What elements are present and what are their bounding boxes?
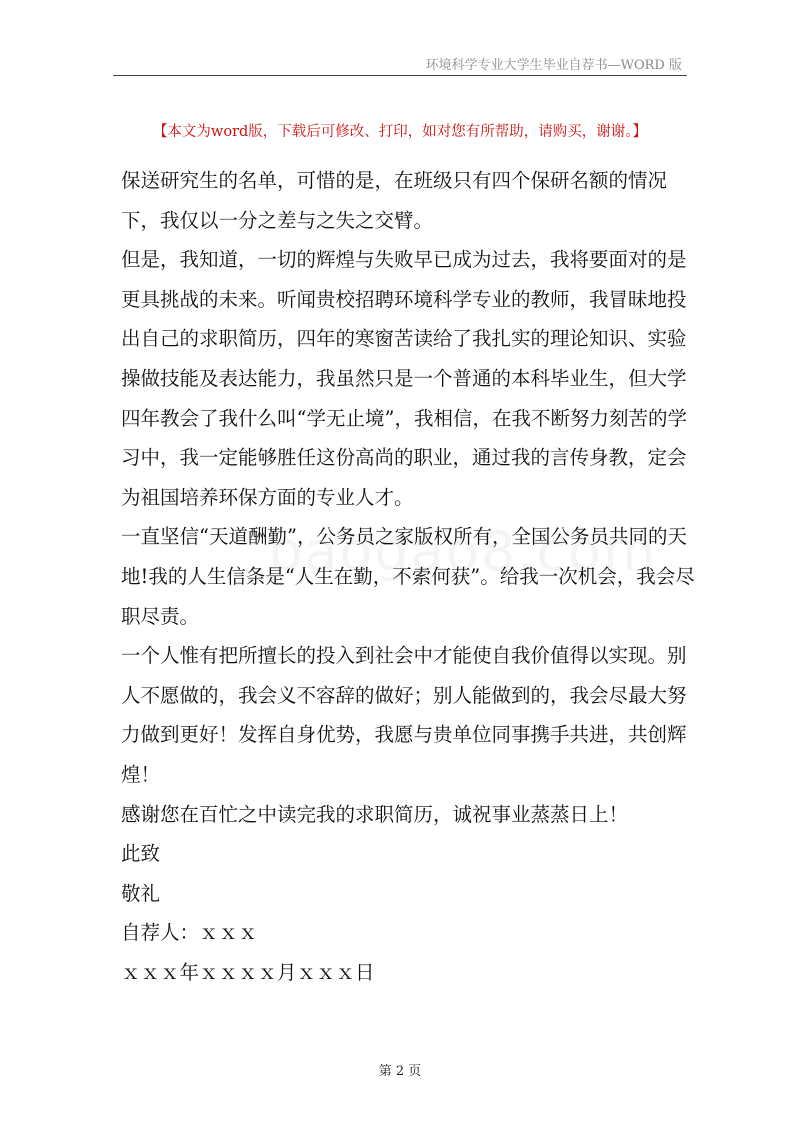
paragraph: 但是，我知道，一切的辉煌与失败早已成为过去，我将要面对的是更具挑战的未来。听闻贵校招聘环境科学专业的教师，我冒昧地投出自己的求职简历，四年的寒窗苦读给了我扎实的理论知识、实验操做技能及表达能力，我虽然只是一个普通的本科毕业生，但大学四年教会了我什么叫“学无止境”，我相信，在我不断努力刻苦的学习中，我一定能够胜任这份高尚的职业，通过我的言传身教，定会为祖国培养环保方面的专业人才。: [121, 248, 687, 509]
date-line: ｘｘｘ年ｘｘｘｘ月ｘｘｘ日: [121, 960, 375, 984]
header-divider: [113, 75, 687, 76]
paragraph: 感谢您在百忙之中读完我的求职简历，诚祝事业蒸蒸日上！: [121, 802, 629, 826]
document-body: [121, 161, 695, 992]
signature-line: 自荐人：ｘｘｘ: [121, 921, 258, 945]
paragraph: 一个人惟有把所擅长的投入到社会中才能使自我价值得以实现。别人不愿做的，我会义不容辞的做好；别人能做到的，我会尽最大努力做到更好！发挥自身优势，我愿与贵单位同事携手共进，共创辉煌！: [121, 644, 687, 786]
download-notice: 【本文为word版，下载后可修改、打印，如对您有所帮助，请购买，谢谢。】: [152, 124, 648, 140]
paragraph: 保送研究生的名单，可惜的是，在班级只有四个保研名额的情况下，我仅以一分之差与之失之交臂。: [121, 169, 668, 232]
page-number: 第 2 页: [378, 1064, 422, 1079]
paragraph: 一直坚信“天道酬勤”，公务员之家版权所有，全国公务员共同的天地!我的人生信条是“人生在勤，不索何获”。给我一次机会，我会尽职尽责。: [121, 525, 695, 628]
header-title: 环境科学专业大学生毕业自荐书—WORD 版: [425, 58, 682, 73]
closing-regards: 敬礼: [121, 881, 161, 905]
closing-salutation: 此致: [121, 842, 161, 866]
